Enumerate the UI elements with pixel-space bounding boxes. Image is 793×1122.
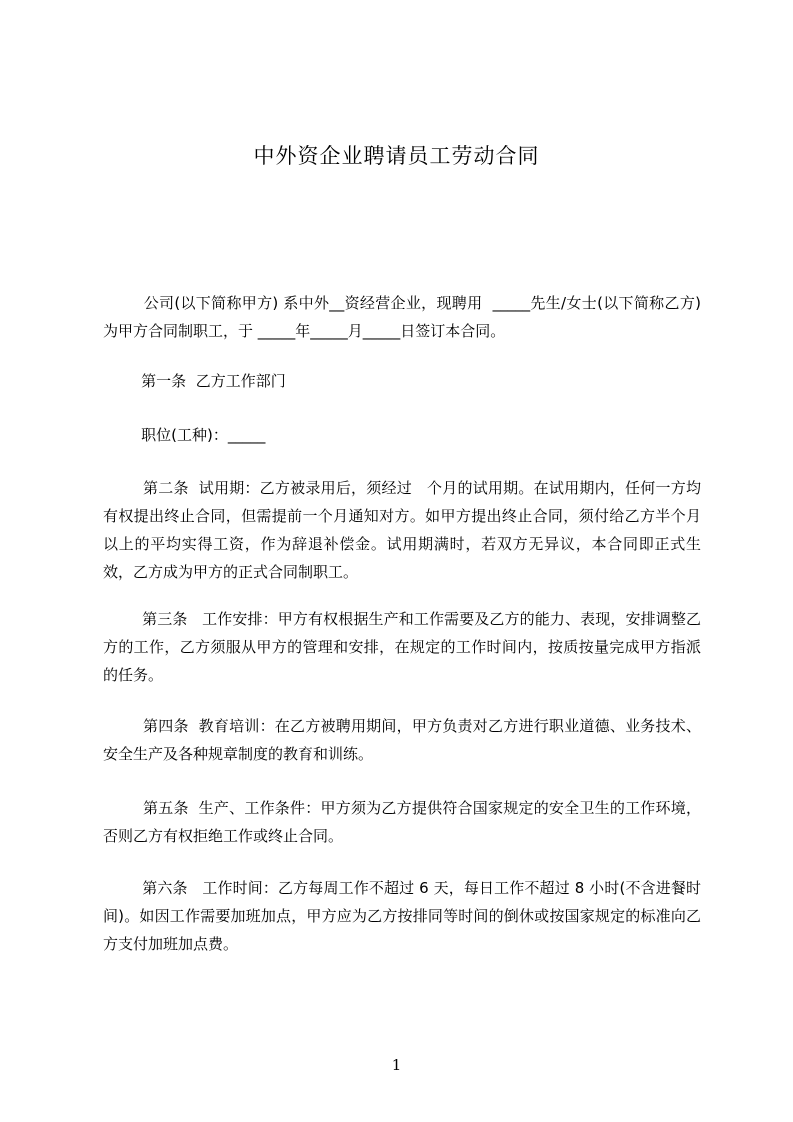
- position-line: 职位(工种)：_____: [103, 426, 266, 444]
- page-number: 1: [391, 1056, 402, 1074]
- article-1-heading: 第一条 乙方工作部门: [103, 372, 286, 390]
- article-6-paragraph: 第六条 工作时间：乙方每周工作不超过 6 天，每日工作不超过 8 小时(不含进餐时间)。如因工作需要加班加点，甲方应为乙方按排同等时间的倒休或按国家规定的标准向乙方支付加班加点费。: [103, 879, 701, 953]
- article-3-paragraph: 第三条 工作安排：甲方有权根据生产和工作需要及乙方的能力、表现，安排调整乙方的工作，乙方须服从甲方的管理和安排，在规定的工作时间内，按质按量完成甲方指派的任务。: [103, 610, 701, 684]
- article-4-paragraph: 第四条 教育培训：在乙方被聘用期间，甲方负责对乙方进行职业道德、业务技术、安全生产及各种规章制度的教育和训练。: [103, 717, 701, 763]
- article-2-paragraph: 第二条 试用期：乙方被录用后，须经过 个月的试用期。在试用期内，任何一方均有权提出终止合同，但需提前一个月通知对方。如甲方提出终止合同，须付给乙方半个月以上的平均实得工资，作为辞退补偿金。试用期满时，若双方无异议，本合同即正式生效，乙方成为甲方的正式合同制职工。: [103, 479, 701, 581]
- article-5-paragraph: 第五条 生产、工作条件：甲方须为乙方提供符合国家规定的安全卫生的工作环境，否则乙方有权拒绝工作或终止合同。: [103, 799, 701, 845]
- intro-paragraph: 公司(以下简称甲方) 系中外__资经营企业，现聘用 _____先生/女士(以下简称乙方)为甲方合同制职工，于 _____年_____月_____日签订本合同。: [103, 294, 701, 340]
- document-title: 中外资企业聘请员工劳动合同: [253, 144, 540, 168]
